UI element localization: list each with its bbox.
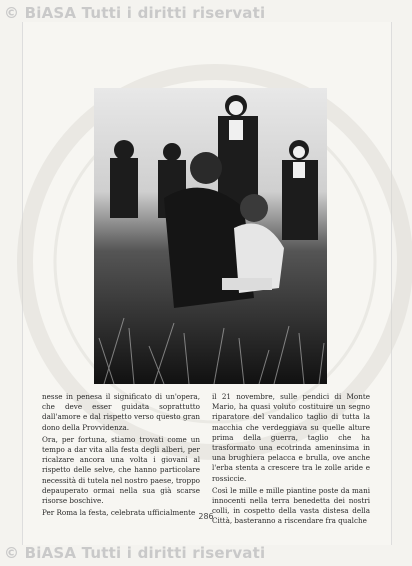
- paragraph: Ora, per fortuna, stiamo trovati come un tempo a dar vita alla festa degli alberi, per ricalzare ancora una volta i giovani al rispetto delle selve, che hanno particolare necessità di tutela nel nostro paese, troppo depauperato ormai nella sua già scarse risorse boschive.: [42, 434, 200, 506]
- paragraph: il 21 novembre, sulle pendici di Monte Mario, ha quasi voluto costituire un segno riparatore del vandalico taglio di tutta la macchia che verdeggiava su quelle alture prima della guerra, taglio che ha trasformato una ecotrinda ameninsima in una brughiera pelacca e brulla, ove anche l'erba stenta a crescere tra le zolle aride e rossiccie.: [212, 392, 370, 483]
- paragraph: Così le mille e mille piantine poste da mani innocenti nella terra benedetta dei nostri colli, in cospetto della vasta distesa della Città, basteranno a riscendare fra qualche: [212, 485, 370, 526]
- paragraph: nesse in penesa il significato di un'opera, che deve esser guidata soprattutto dall'amore e dal rispetto verso questo gran dono della Provvidenza.: [42, 392, 200, 432]
- watermark-bottom: © BiASA Tutti i diritti riservati: [4, 544, 266, 562]
- paragraph: Per Roma la festa, celebrata ufficialmente: [42, 508, 196, 518]
- photo-scene: [94, 88, 327, 384]
- text-column-right: [212, 392, 370, 526]
- photograph-tree-planting: [94, 88, 327, 384]
- watermark-top: © BiASA Tutti i diritti riservati: [4, 4, 266, 22]
- text-column-left: [42, 392, 200, 518]
- page-number: 286: [198, 512, 214, 521]
